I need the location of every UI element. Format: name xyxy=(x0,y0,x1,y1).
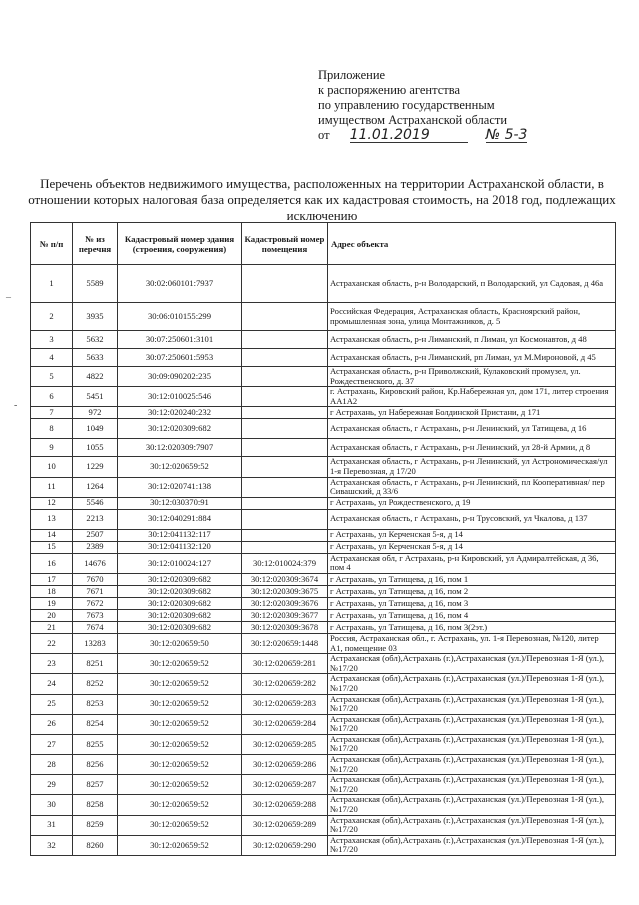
address-cell: Астраханская (обл),Астрахань (г.),Астраханская (ул.)/Перевозная 1-Я (ул.),№17/20 xyxy=(328,835,616,855)
building-cadastral-cell: 30:12:020309:682 xyxy=(118,585,242,597)
objects-table xyxy=(30,222,616,856)
address-cell: Астраханская (обл),Астрахань (г.),Астраханская (ул.)/Перевозная 1-Я (ул.),№17/20 xyxy=(328,654,616,674)
address-cell: Российская Федерация, Астраханская область, Красноярский район, промышленная зона, улица Монтажников, д. 5 xyxy=(328,303,616,331)
date-prefix: от xyxy=(318,128,330,142)
building-cadastral-cell: 30:12:020309:682 xyxy=(118,597,242,609)
list-number-cell: 8254 xyxy=(73,714,118,734)
table-row xyxy=(31,331,616,349)
table-row xyxy=(31,553,616,573)
row-number-cell: 20 xyxy=(31,609,73,621)
row-number-cell: 7 xyxy=(31,407,73,419)
row-number-cell: 3 xyxy=(31,331,73,349)
list-number-cell: 1055 xyxy=(73,439,118,457)
room-cadastral-cell: 30:12:020659:285 xyxy=(242,734,328,754)
row-number-cell: 29 xyxy=(31,775,73,795)
list-number-cell: 2389 xyxy=(73,541,118,553)
address-cell: Астраханская область, р-н Приволжский, Кулаковский промузел, ул. Рождественского, д. 37 xyxy=(328,367,616,387)
room-cadastral-cell: 30:12:020659:286 xyxy=(242,755,328,775)
header-building-cadastral: Кадастровый номер здания (строения, сооружения) xyxy=(118,223,242,265)
building-cadastral-cell: 30:09:090202:235 xyxy=(118,367,242,387)
row-number-cell: 28 xyxy=(31,755,73,775)
room-cadastral-cell: 30:12:020309:3677 xyxy=(242,609,328,621)
table-body xyxy=(31,265,616,856)
building-cadastral-cell: 30:12:020659:52 xyxy=(118,734,242,754)
list-number-cell: 7673 xyxy=(73,609,118,621)
list-number-cell: 1264 xyxy=(73,477,118,497)
address-cell: Астраханская область, г Астрахань, р-н Ленинский, пл Кооперативная/ пер Сивашский, д 33/6 xyxy=(328,477,616,497)
building-cadastral-cell: 30:12:010025:546 xyxy=(118,387,242,407)
room-cadastral-cell: 30:12:020659:287 xyxy=(242,775,328,795)
room-cadastral-cell: 30:12:020309:3675 xyxy=(242,585,328,597)
address-cell: г Астрахань, ул Керченская 5-я, д 14 xyxy=(328,529,616,541)
row-number-cell: 26 xyxy=(31,714,73,734)
building-cadastral-cell: 30:12:020309:682 xyxy=(118,621,242,633)
address-cell: Астраханская обл, г Астрахань, р-н Кировский, ул Адмиралтейская, д 36, пом 4 xyxy=(328,553,616,573)
row-number-cell: 19 xyxy=(31,597,73,609)
address-cell: Астраханская область, г Астрахань, р-н Трусовский, ул Чкалова, д 137 xyxy=(328,509,616,529)
address-cell: г Астрахань, ул Рождественского, д 19 xyxy=(328,497,616,509)
handwritten-number: № 5-3 xyxy=(485,127,528,143)
room-cadastral-cell xyxy=(242,497,328,509)
room-cadastral-cell xyxy=(242,303,328,331)
room-cadastral-cell: 30:12:020309:3674 xyxy=(242,573,328,585)
table-row xyxy=(31,734,616,754)
appendix-line-1: Приложение xyxy=(318,68,386,82)
address-cell: Астраханская (обл),Астрахань (г.),Астраханская (ул.)/Перевозная 1-Я (ул.),№17/20 xyxy=(328,815,616,835)
room-cadastral-cell xyxy=(242,541,328,553)
list-number-cell: 5546 xyxy=(73,497,118,509)
address-cell: Астраханская область, р-н Лиманский, рп Лиман, ул М.Мироновой, д 45 xyxy=(328,349,616,367)
room-cadastral-cell: 30:12:020659:288 xyxy=(242,795,328,815)
address-cell: г Астрахань, ул Татищева, д 16, пом 3 xyxy=(328,597,616,609)
row-number-cell: 15 xyxy=(31,541,73,553)
address-cell: Астраханская (обл),Астрахань (г.),Астраханская (ул.)/Перевозная 1-Я (ул.),№17/20 xyxy=(328,674,616,694)
table-row xyxy=(31,694,616,714)
list-number-cell: 5632 xyxy=(73,331,118,349)
margin-mark: - xyxy=(14,400,18,411)
row-number-cell: 2 xyxy=(31,303,73,331)
list-number-cell: 3935 xyxy=(73,303,118,331)
address-cell: Астраханская область, р-н Лиманский, п Лиман, ул Космонавтов, д 48 xyxy=(328,331,616,349)
row-number-cell: 4 xyxy=(31,349,73,367)
room-cadastral-cell xyxy=(242,331,328,349)
appendix-date-line xyxy=(318,128,618,143)
row-number-cell: 23 xyxy=(31,654,73,674)
list-number-cell: 8258 xyxy=(73,795,118,815)
list-number-cell: 8252 xyxy=(73,674,118,694)
address-cell: Астраханская (обл),Астрахань (г.),Астраханская (ул.)/Перевозная 1-Я (ул.),№17/20 xyxy=(328,755,616,775)
room-cadastral-cell xyxy=(242,477,328,497)
row-number-cell: 1 xyxy=(31,265,73,303)
building-cadastral-cell: 30:12:020659:52 xyxy=(118,654,242,674)
address-cell: г Астрахань, ул Татищева, д 16, пом 4 xyxy=(328,609,616,621)
room-cadastral-cell xyxy=(242,439,328,457)
address-cell: Астраханская область, г Астрахань, р-н Ленинский, ул Татищева, д 16 xyxy=(328,419,616,439)
building-cadastral-cell: 30:12:020741:138 xyxy=(118,477,242,497)
row-number-cell: 25 xyxy=(31,694,73,714)
margin-mark: – xyxy=(6,292,11,303)
row-number-cell: 30 xyxy=(31,795,73,815)
room-cadastral-cell xyxy=(242,367,328,387)
list-number-cell: 14676 xyxy=(73,553,118,573)
building-cadastral-cell: 30:12:020240:232 xyxy=(118,407,242,419)
room-cadastral-cell: 30:12:020309:3678 xyxy=(242,621,328,633)
list-number-cell: 8256 xyxy=(73,755,118,775)
row-number-cell: 22 xyxy=(31,633,73,653)
table-row xyxy=(31,597,616,609)
table-row xyxy=(31,674,616,694)
building-cadastral-cell: 30:12:020659:52 xyxy=(118,714,242,734)
header-room-cadastral: Кадастровый номер помещения xyxy=(242,223,328,265)
building-cadastral-cell: 30:12:041132:117 xyxy=(118,529,242,541)
address-cell: Астраханская (обл),Астрахань (г.),Астраханская (ул.)/Перевозная 1-Я (ул.),№17/20 xyxy=(328,694,616,714)
building-cadastral-cell: 30:12:020659:52 xyxy=(118,795,242,815)
address-cell: Астраханская (обл),Астрахань (г.),Астраханская (ул.)/Перевозная 1-Я (ул.),№17/20 xyxy=(328,734,616,754)
room-cadastral-cell: 30:12:020659:290 xyxy=(242,835,328,855)
room-cadastral-cell: 30:12:020309:3676 xyxy=(242,597,328,609)
list-number-cell: 8253 xyxy=(73,694,118,714)
table-row xyxy=(31,367,616,387)
row-number-cell: 18 xyxy=(31,585,73,597)
room-cadastral-cell xyxy=(242,387,328,407)
appendix-line-2: к распоряжению агентства xyxy=(318,83,461,97)
address-cell: г Астрахань, ул Набережная Болдинской Пристани, д 171 xyxy=(328,407,616,419)
table-row xyxy=(31,755,616,775)
building-cadastral-cell: 30:12:020659:52 xyxy=(118,694,242,714)
table-header-row xyxy=(31,223,616,265)
table-row xyxy=(31,633,616,653)
building-cadastral-cell: 30:12:020309:682 xyxy=(118,419,242,439)
table-row xyxy=(31,573,616,585)
list-number-cell: 8259 xyxy=(73,815,118,835)
building-cadastral-cell: 30:12:020659:52 xyxy=(118,835,242,855)
row-number-cell: 31 xyxy=(31,815,73,835)
list-number-cell: 1049 xyxy=(73,419,118,439)
building-cadastral-cell: 30:12:020659:50 xyxy=(118,633,242,653)
building-cadastral-cell: 30:02:060101:7937 xyxy=(118,265,242,303)
building-cadastral-cell: 30:12:020659:52 xyxy=(118,815,242,835)
appendix-block xyxy=(318,68,618,143)
building-cadastral-cell: 30:12:020659:52 xyxy=(118,755,242,775)
building-cadastral-cell: 30:12:020309:682 xyxy=(118,573,242,585)
list-number-cell: 8260 xyxy=(73,835,118,855)
building-cadastral-cell: 30:12:020659:52 xyxy=(118,674,242,694)
document-title: Перечень объектов недвижимого имущества, расположенных на территории Астраханской области, в отношении которых налоговая база определяется как их кадастровая стоимость, на 2018 год, подлежащих исключению xyxy=(28,176,616,223)
row-number-cell: 16 xyxy=(31,553,73,573)
row-number-cell: 21 xyxy=(31,621,73,633)
list-number-cell: 8255 xyxy=(73,734,118,754)
room-cadastral-cell: 30:12:020659:283 xyxy=(242,694,328,714)
table-row xyxy=(31,349,616,367)
row-number-cell: 11 xyxy=(31,477,73,497)
table-row xyxy=(31,419,616,439)
building-cadastral-cell: 30:12:041132:120 xyxy=(118,541,242,553)
table-row xyxy=(31,303,616,331)
list-number-cell: 5589 xyxy=(73,265,118,303)
row-number-cell: 13 xyxy=(31,509,73,529)
list-number-cell: 972 xyxy=(73,407,118,419)
address-cell: Астраханская область, г Астрахань, р-н Ленинский, ул 28-й Армии, д 8 xyxy=(328,439,616,457)
table-row xyxy=(31,585,616,597)
list-number-cell: 8257 xyxy=(73,775,118,795)
address-cell: Россия, Астраханская обл., г. Астрахань, ул. 1-я Перевозная, №120, литер А1, помещение 03 xyxy=(328,633,616,653)
building-cadastral-cell: 30:12:020659:52 xyxy=(118,775,242,795)
address-cell: Астраханская (обл),Астрахань (г.),Астраханская (ул.)/Перевозная 1-Я (ул.),№17/20 xyxy=(328,795,616,815)
table-row xyxy=(31,654,616,674)
header-list-number: № из перечня xyxy=(73,223,118,265)
table-row xyxy=(31,265,616,303)
row-number-cell: 14 xyxy=(31,529,73,541)
list-number-cell: 5633 xyxy=(73,349,118,367)
table-row xyxy=(31,795,616,815)
table-row xyxy=(31,477,616,497)
list-number-cell: 7671 xyxy=(73,585,118,597)
table-row xyxy=(31,439,616,457)
table-row xyxy=(31,407,616,419)
list-number-cell: 1229 xyxy=(73,457,118,477)
building-cadastral-cell: 30:06:010155:299 xyxy=(118,303,242,331)
address-cell: г Астрахань, ул Керченская 5-я, д 14 xyxy=(328,541,616,553)
handwritten-date: 11.01.2019 xyxy=(350,129,468,143)
table-row xyxy=(31,541,616,553)
address-cell: г Астрахань, ул Татищева, д 16, пом 1 xyxy=(328,573,616,585)
room-cadastral-cell xyxy=(242,349,328,367)
room-cadastral-cell xyxy=(242,509,328,529)
room-cadastral-cell xyxy=(242,529,328,541)
address-cell: г Астрахань, ул Татищева, д 16, пом 2 xyxy=(328,585,616,597)
table-row xyxy=(31,529,616,541)
list-number-cell: 13283 xyxy=(73,633,118,653)
list-number-cell: 2507 xyxy=(73,529,118,541)
header-address: Адрес объекта xyxy=(328,223,616,265)
table-row xyxy=(31,609,616,621)
row-number-cell: 9 xyxy=(31,439,73,457)
room-cadastral-cell: 30:12:020659:289 xyxy=(242,815,328,835)
row-number-cell: 17 xyxy=(31,573,73,585)
row-number-cell: 12 xyxy=(31,497,73,509)
appendix-line-3: по управлению государственным xyxy=(318,98,495,112)
table-row xyxy=(31,387,616,407)
list-number-cell: 8251 xyxy=(73,654,118,674)
list-number-cell: 5451 xyxy=(73,387,118,407)
room-cadastral-cell xyxy=(242,457,328,477)
list-number-cell: 4822 xyxy=(73,367,118,387)
table-row xyxy=(31,497,616,509)
address-cell: Астраханская область, р-н Володарский, п Володарский, ул Садовая, д 46а xyxy=(328,265,616,303)
room-cadastral-cell: 30:12:020659:282 xyxy=(242,674,328,694)
building-cadastral-cell: 30:12:010024:127 xyxy=(118,553,242,573)
address-cell: Астраханская (обл),Астрахань (г.),Астраханская (ул.)/Перевозная 1-Я (ул.),№17/20 xyxy=(328,775,616,795)
table-row xyxy=(31,509,616,529)
table-row xyxy=(31,714,616,734)
row-number-cell: 27 xyxy=(31,734,73,754)
list-number-cell: 2213 xyxy=(73,509,118,529)
list-number-cell: 7672 xyxy=(73,597,118,609)
row-number-cell: 32 xyxy=(31,835,73,855)
room-cadastral-cell: 30:12:020659:281 xyxy=(242,654,328,674)
list-number-cell: 7670 xyxy=(73,573,118,585)
table-row xyxy=(31,775,616,795)
table-row xyxy=(31,815,616,835)
building-cadastral-cell: 30:12:020659:52 xyxy=(118,457,242,477)
address-cell: Астраханская область, г Астрахань, р-н Ленинский, ул Астрономическая/ул 1-я Перевозная, д 17/20 xyxy=(328,457,616,477)
building-cadastral-cell: 30:12:030370:91 xyxy=(118,497,242,509)
building-cadastral-cell: 30:07:250601:3101 xyxy=(118,331,242,349)
row-number-cell: 5 xyxy=(31,367,73,387)
building-cadastral-cell: 30:12:040291:884 xyxy=(118,509,242,529)
table-row xyxy=(31,621,616,633)
room-cadastral-cell: 30:12:020659:1448 xyxy=(242,633,328,653)
room-cadastral-cell: 30:12:010024:379 xyxy=(242,553,328,573)
room-cadastral-cell: 30:12:020659:284 xyxy=(242,714,328,734)
address-cell: Астраханская (обл),Астрахань (г.),Астраханская (ул.)/Перевозная 1-Я (ул.),№17/20 xyxy=(328,714,616,734)
row-number-cell: 24 xyxy=(31,674,73,694)
header-row-number: № п/п xyxy=(31,223,73,265)
address-cell: г. Астрахань, Кировский район, Кр.Набережная ул, дом 171, литер строения АА1А2 xyxy=(328,387,616,407)
table-row xyxy=(31,457,616,477)
building-cadastral-cell: 30:12:020309:7907 xyxy=(118,439,242,457)
appendix-line-4: имуществом Астраханской области xyxy=(318,113,508,127)
row-number-cell: 6 xyxy=(31,387,73,407)
table-row xyxy=(31,835,616,855)
building-cadastral-cell: 30:12:020309:682 xyxy=(118,609,242,621)
room-cadastral-cell xyxy=(242,265,328,303)
room-cadastral-cell xyxy=(242,419,328,439)
row-number-cell: 8 xyxy=(31,419,73,439)
room-cadastral-cell xyxy=(242,407,328,419)
list-number-cell: 7674 xyxy=(73,621,118,633)
row-number-cell: 10 xyxy=(31,457,73,477)
address-cell: г Астрахань, ул Татищева, д 16, пом 3(2эт.) xyxy=(328,621,616,633)
building-cadastral-cell: 30:07:250601:5953 xyxy=(118,349,242,367)
